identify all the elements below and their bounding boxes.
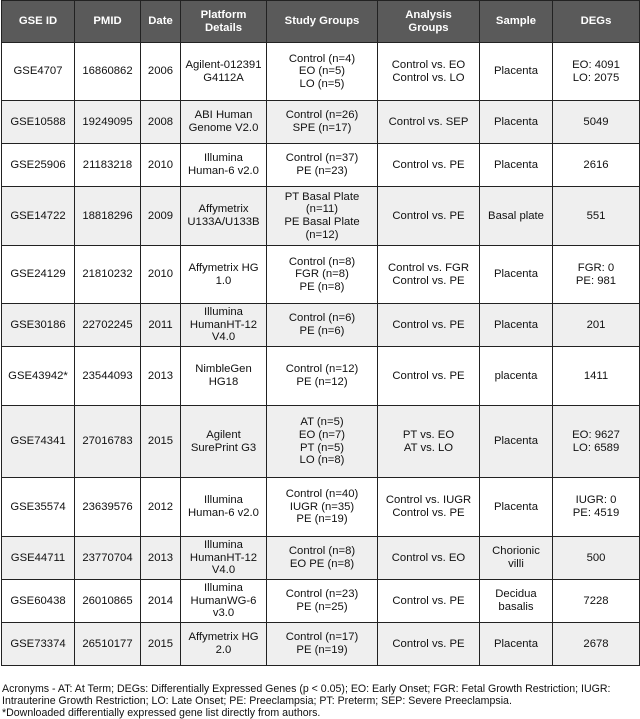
platform-cell (181, 246, 267, 304)
cell-text-line: Decidua (495, 588, 537, 601)
sample-cell (480, 623, 553, 666)
table-row (2, 347, 640, 406)
degs-cell (553, 406, 640, 478)
date-cell: 2012 (141, 478, 181, 537)
table-body (2, 43, 640, 666)
cell-text-line: Control vs. PE (392, 209, 465, 222)
cell-text-line: Control (n=40) (285, 488, 359, 501)
study-groups-cell (267, 144, 378, 187)
gse-id-cell: GSE25906 (2, 144, 75, 187)
study-groups-cell (267, 478, 378, 537)
cell-text-line: LO (n=8) (299, 454, 345, 467)
header-text: Details (204, 21, 243, 34)
cell-text-line: EO (n=5) (298, 65, 346, 78)
study-groups-cell (267, 347, 378, 406)
cell-text-line: FGR: 0 (577, 261, 615, 274)
cell-text-line: Control vs. PE (392, 369, 465, 382)
header-sample (480, 1, 553, 43)
cell-text-line: Control (n=37) (285, 152, 359, 165)
date-cell: 2015 (141, 406, 181, 478)
degs-cell (553, 623, 640, 666)
analysis-groups-cell (378, 580, 480, 623)
header-text: Groups (408, 21, 449, 34)
date-cell: 2010 (141, 246, 181, 304)
cell-text-line: Control (n=23) (285, 588, 359, 601)
analysis-groups-cell (378, 187, 480, 246)
cell-text-line: PT Basal Plate (284, 190, 360, 203)
cell-text-line: Human-6 v2.0 (188, 165, 259, 177)
cell-text-line: Placenta (494, 268, 538, 281)
date-cell: 2009 (141, 187, 181, 246)
gse-id-cell: GSE30186 (2, 304, 75, 347)
date-cell: 2014 (141, 580, 181, 623)
date-cell: 2013 (141, 537, 181, 580)
footnote-acronyms-line-1: Acronyms - AT: At Term; DEGs: Differentially Expressed Genes (p < 0.05); EO: Early Onset; FGR: Fetal Growth Restriction; IUGR: (2, 683, 611, 695)
sample-cell (480, 144, 553, 187)
header-text: Platform (200, 8, 247, 21)
cell-text-line: Placenta (494, 318, 538, 331)
footnote-acronyms-line-2: Intrauterine Growth Restriction; LO: Late Onset; PE: Preeclampsia; PT: Preterm; SEP: Severe Preeclampsia. (2, 694, 512, 707)
cell-text-line: 500 (586, 551, 606, 564)
cell-text-line: Control vs. LO (392, 71, 465, 84)
table-header (2, 1, 640, 43)
pmid-cell: 21183218 (75, 144, 141, 187)
cell-text-line: Chorionic (492, 545, 540, 558)
analysis-groups-cell (378, 478, 480, 537)
study-groups-cell (267, 406, 378, 478)
cell-text-line: Affymetrix HG (188, 631, 259, 644)
study-groups-cell (267, 537, 378, 580)
platform-cell (181, 478, 267, 537)
pmid-cell: 21810232 (75, 246, 141, 304)
cell-text-line: SPE (n=17) (292, 122, 352, 134)
date-cell: 2010 (141, 144, 181, 187)
sample-cell (480, 580, 553, 623)
study-groups-cell (267, 187, 378, 246)
cell-text-line: Control vs. PE (392, 318, 465, 331)
platform-cell (181, 623, 267, 666)
cell-text-line: Control vs. FGR (388, 261, 469, 274)
study-groups-cell (267, 580, 378, 623)
date-cell: 2011 (141, 304, 181, 347)
analysis-groups-cell (378, 246, 480, 304)
cell-text-line: Affymetrix (198, 203, 249, 216)
date-cell: 2015 (141, 623, 181, 666)
gse-id-cell: GSE24129 (2, 246, 75, 304)
sample-cell (480, 537, 553, 580)
table-row (2, 478, 640, 537)
cell-text-line: FGR (n=8) (295, 268, 349, 281)
degs-cell (553, 187, 640, 246)
study-groups-cell (267, 304, 378, 347)
cell-text-line: 2616 (583, 158, 609, 171)
cell-text-line: Placenta (494, 500, 538, 513)
platform-cell (181, 187, 267, 246)
cell-text-line: Illumina (204, 152, 243, 165)
date-cell: 2008 (141, 101, 181, 144)
cell-text-line: 5049 (583, 115, 609, 128)
platform-cell (181, 101, 267, 144)
cell-text-line: (n=11) (305, 203, 339, 216)
cell-text-line: 2.0 (215, 644, 232, 656)
gse-id-cell: GSE74341 (2, 406, 75, 478)
analysis-groups-cell (378, 144, 480, 187)
pmid-cell: 26510177 (75, 623, 141, 666)
cell-text-line: Control vs. PE (392, 637, 465, 650)
cell-text-line: Placenta (494, 158, 538, 171)
cell-text-line: (n=12) (305, 228, 339, 241)
degs-cell (553, 246, 640, 304)
header-analysis-groups (378, 1, 480, 43)
footnote-downloaded-note: *Downloaded differentially expressed gene list directly from authors. (2, 706, 321, 719)
study-groups-cell (267, 623, 378, 666)
footnotes (2, 684, 638, 719)
degs-cell (553, 478, 640, 537)
gse-id-cell: GSE35574 (2, 478, 75, 537)
header-degs (553, 1, 640, 43)
cell-text-line: LO (n=5) (299, 77, 345, 90)
cell-text-line: Placenta (494, 637, 538, 650)
table-row (2, 537, 640, 580)
platform-cell (181, 406, 267, 478)
cell-text-line: PE (n=12) (296, 376, 348, 388)
header-text: GSE ID (18, 15, 58, 28)
degs-cell (553, 144, 640, 187)
header-study-groups (267, 1, 378, 43)
cell-text-line: 2678 (583, 637, 609, 650)
sample-cell (480, 43, 553, 101)
cell-text-line: Control vs. PE (392, 507, 465, 519)
platform-cell (181, 347, 267, 406)
analysis-groups-cell (378, 406, 480, 478)
analysis-groups-cell (378, 43, 480, 101)
gse-id-cell: GSE10588 (2, 101, 75, 144)
degs-cell (553, 347, 640, 406)
cell-text-line: Basal plate (488, 209, 544, 222)
header-text: Analysis (405, 8, 452, 21)
table-row (2, 101, 640, 144)
cell-text-line: Placenta (494, 65, 538, 78)
degs-cell (553, 580, 640, 623)
study-groups-cell (267, 43, 378, 101)
cell-text-line: 551 (586, 209, 606, 222)
cell-text-line: AT (n=5) (300, 416, 344, 429)
header-text: PMID (93, 15, 122, 28)
geo-dataset-table (1, 0, 640, 666)
cell-text-line: PE (n=6) (299, 325, 345, 337)
cell-text-line: Control (n=26) (285, 109, 359, 122)
cell-text-line: HG18 (208, 376, 239, 388)
platform-cell (181, 144, 267, 187)
cell-text-line: EO: 4091 (572, 58, 620, 71)
cell-text-line: Control vs. PE (392, 594, 465, 607)
analysis-groups-cell (378, 347, 480, 406)
cell-text-line: IUGR: 0 (575, 494, 617, 507)
gse-id-cell: GSE43942* (2, 347, 75, 406)
cell-text-line: PE Basal Plate (284, 216, 360, 228)
cell-text-line: Affymetrix HG (188, 261, 259, 274)
pmid-cell: 18818296 (75, 187, 141, 246)
pmid-cell: 23639576 (75, 478, 141, 537)
platform-cell (181, 537, 267, 580)
cell-text-line: Control (n=6) (288, 312, 356, 325)
cell-text-line: Control vs. SEP (388, 115, 469, 128)
pmid-cell: 27016783 (75, 406, 141, 478)
cell-text-line: Control vs. IUGR (385, 494, 472, 507)
cell-text-line: ABI Human (194, 109, 253, 122)
cell-text-line: Control (n=8) (288, 545, 356, 558)
date-cell: 2006 (141, 43, 181, 101)
cell-text-line: Control (n=4) (288, 52, 356, 65)
cell-text-line: PE (n=19) (296, 644, 348, 656)
sample-cell (480, 478, 553, 537)
cell-text-line: EO: 9627 (572, 428, 620, 441)
cell-text-line: 7228 (583, 594, 609, 607)
header-text: Date (148, 15, 173, 28)
header-text: Study Groups (284, 15, 360, 28)
analysis-groups-cell (378, 537, 480, 580)
cell-text-line: 201 (586, 318, 606, 331)
table-row (2, 406, 640, 478)
cell-text-line: V4.0 (211, 331, 236, 344)
cell-text-line: AT vs. LO (403, 441, 454, 454)
cell-text-line: Illumina (204, 306, 243, 319)
cell-text-line: HumanHT-12 (189, 551, 258, 564)
cell-text-line: PE (n=19) (296, 513, 348, 526)
sample-cell (480, 347, 553, 406)
sample-cell (480, 101, 553, 144)
cell-text-line: G4112A (203, 71, 244, 84)
cell-text-line: PE (n=8) (299, 280, 345, 293)
cell-text-line: Agilent (206, 428, 241, 441)
cell-text-line: Control (n=12) (285, 363, 359, 376)
table-row (2, 144, 640, 187)
cell-text-line: Illumina (204, 539, 243, 552)
pmid-cell: 16860862 (75, 43, 141, 101)
analysis-groups-cell (378, 101, 480, 144)
cell-text-line: Placenta (494, 115, 538, 128)
gse-id-cell: GSE44711 (2, 537, 75, 580)
sample-cell (480, 406, 553, 478)
cell-text-line: HumanWG-6 (190, 594, 257, 607)
header-platform-details (181, 1, 267, 43)
cell-text-line: PE: 981 (575, 274, 617, 287)
cell-text-line: V4.0 (211, 564, 236, 577)
pmid-cell: 26010865 (75, 580, 141, 623)
pmid-cell: 23544093 (75, 347, 141, 406)
cell-text-line: Placenta (494, 435, 538, 448)
cell-text-line: Control vs. EO (391, 58, 466, 71)
cell-text-line: PT (n=5) (299, 441, 345, 454)
cell-text-line: Control vs. EO (391, 551, 466, 564)
cell-text-line: Illumina (204, 494, 243, 507)
cell-text-line: EO (n=7) (298, 428, 346, 441)
cell-text-line: placenta (494, 369, 538, 382)
degs-cell (553, 43, 640, 101)
table-row (2, 43, 640, 101)
header-text: DEGs (580, 15, 612, 28)
cell-text-line: 1411 (583, 369, 609, 382)
cell-text-line: U133A/U133B (187, 216, 260, 228)
gse-id-cell: GSE60438 (2, 580, 75, 623)
degs-cell (553, 537, 640, 580)
analysis-groups-cell (378, 623, 480, 666)
table-row (2, 623, 640, 666)
cell-text-line: LO: 2075 (572, 71, 620, 84)
pmid-cell: 22702245 (75, 304, 141, 347)
cell-text-line: LO: 6589 (572, 441, 620, 454)
header-gse-id (2, 1, 75, 43)
header-date (141, 1, 181, 43)
table-row (2, 580, 640, 623)
cell-text-line: basalis (498, 601, 534, 613)
header-text: Sample (495, 15, 537, 28)
table-row (2, 304, 640, 347)
cell-text-line: NimbleGen (195, 363, 252, 376)
sample-cell (480, 187, 553, 246)
cell-text-line: Human-6 v2.0 (188, 507, 259, 519)
cell-text-line: PE: 4519 (572, 507, 620, 519)
sample-cell (480, 304, 553, 347)
platform-cell (181, 304, 267, 347)
cell-text-line: Agilent-012391 (185, 58, 262, 71)
cell-text-line: villi (508, 558, 524, 570)
degs-cell (553, 304, 640, 347)
cell-text-line: Control vs. PE (392, 274, 465, 287)
pmid-cell: 19249095 (75, 101, 141, 144)
cell-text-line: IUGR (n=35) (289, 500, 355, 513)
date-cell: 2013 (141, 347, 181, 406)
cell-text-line: PE (n=23) (296, 165, 348, 177)
cell-text-line: 1.0 (215, 274, 232, 287)
platform-cell (181, 580, 267, 623)
study-groups-cell (267, 246, 378, 304)
degs-cell (553, 101, 640, 144)
gse-id-cell: GSE73374 (2, 623, 75, 666)
gse-id-cell: GSE4707 (2, 43, 75, 101)
cell-text-line: Control (n=17) (285, 631, 359, 644)
cell-text-line: Control vs. PE (392, 158, 465, 171)
analysis-groups-cell (378, 304, 480, 347)
cell-text-line: EO PE (n=8) (289, 558, 355, 570)
platform-cell (181, 43, 267, 101)
study-groups-cell (267, 101, 378, 144)
cell-text-line: Control (n=8) (288, 255, 356, 268)
header-pmid (75, 1, 141, 43)
cell-text-line: v3.0 (212, 607, 235, 620)
cell-text-line: SurePrint G3 (190, 441, 257, 454)
cell-text-line: HumanHT-12 (189, 318, 258, 331)
cell-text-line: PE (n=25) (296, 601, 348, 613)
table-row (2, 187, 640, 246)
cell-text-line: PT vs. EO (402, 428, 455, 441)
cell-text-line: Genome V2.0 (188, 122, 259, 134)
cell-text-line: Illumina (204, 582, 243, 595)
header-row (2, 1, 640, 43)
table-row (2, 246, 640, 304)
gse-id-cell: GSE14722 (2, 187, 75, 246)
sample-cell (480, 246, 553, 304)
pmid-cell: 23770704 (75, 537, 141, 580)
